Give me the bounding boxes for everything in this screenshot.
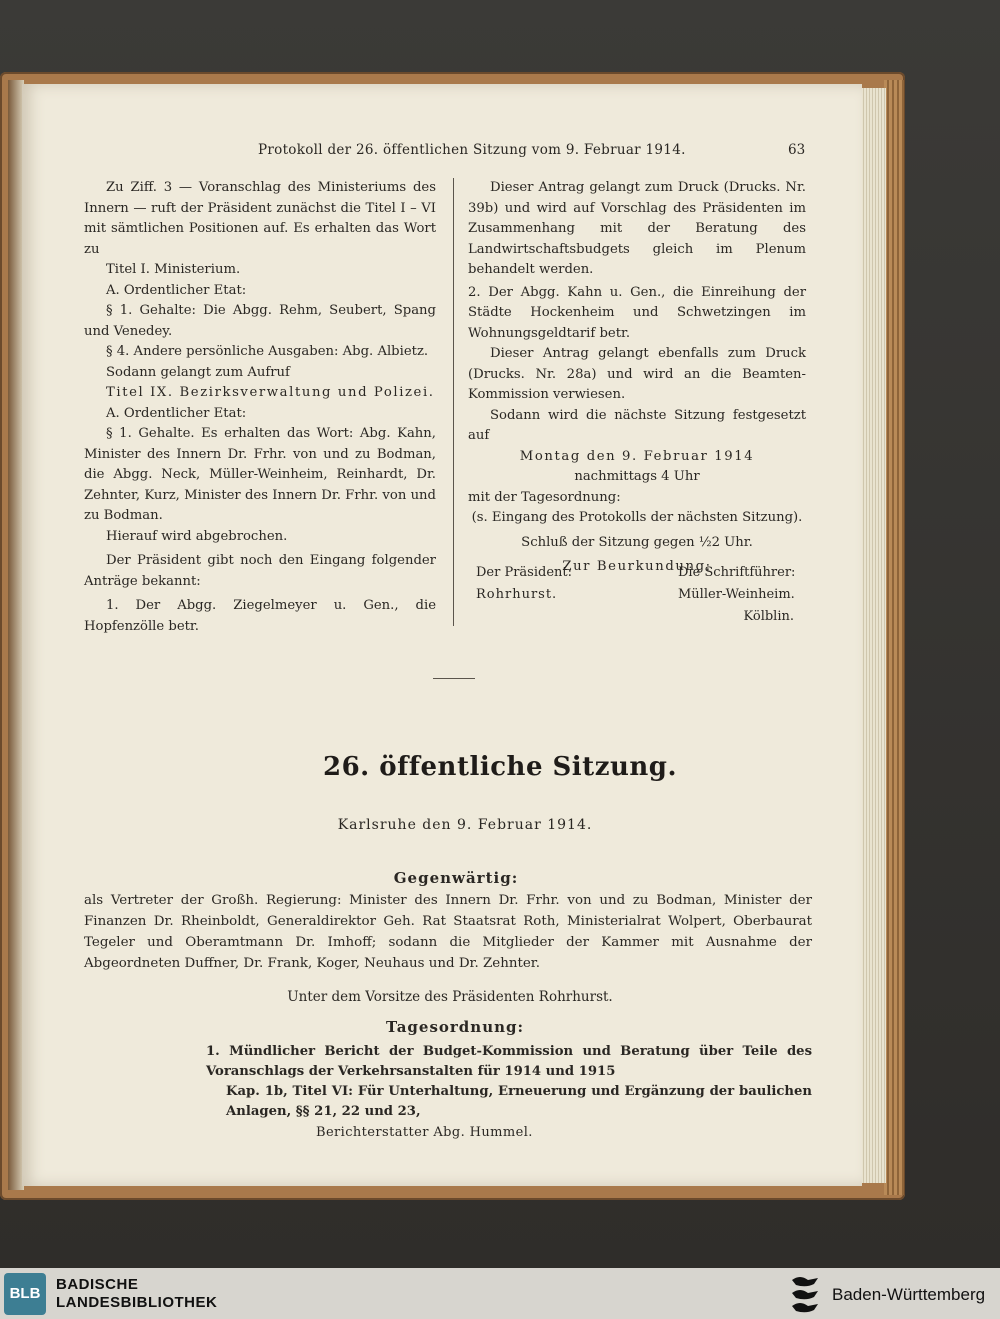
page-number: 63 xyxy=(788,142,806,158)
paragraph: § 4. Andere persönliche Ausgaben: Abg. Albietz. xyxy=(106,344,429,359)
agenda-detail: Kap. 1b, Titel VI: Für Unterhaltung, Erneuerung und Ergänzung der baulichen Anlagen, §§ 21, 22 und 23, xyxy=(226,1084,812,1119)
secretaries-signature xyxy=(678,563,794,627)
paragraph: Dieser Antrag gelangt ebenfalls zum Druck (Drucks. Nr. 28a) und wird an die Beamten-Kommission verwiesen. xyxy=(468,346,806,402)
paragraph: Sodann wird die nächste Sitzung festgesetzt auf xyxy=(468,407,806,443)
agenda xyxy=(206,1042,812,1082)
paragraph: Titel I. Ministerium. xyxy=(106,262,241,277)
time-line: nachmittags 4 Uhr xyxy=(574,469,700,484)
paragraph: 2. Der Abgg. Kahn u. Gen., die Einreihung der Städte Hockenheim und Schwetzingen im Wohnungsgeldtarif betr. xyxy=(468,284,806,341)
paragraph: Der Präsident gibt noch den Eingang folgender Anträge bekannt: xyxy=(84,553,436,589)
president-label: Der Präsident: xyxy=(476,565,572,580)
library-name-line: BADISCHE xyxy=(56,1276,139,1293)
column-divider xyxy=(453,178,454,626)
paragraph: Hierauf wird abgebrochen. xyxy=(106,528,288,544)
blb-logo[interactable]: BLB xyxy=(4,1273,46,1315)
agenda-heading: Tagesordnung: xyxy=(385,1018,525,1036)
secretary-name: Kölblin. xyxy=(743,609,794,624)
paragraph: 1. Der Abgg. Ziegelmeyer u. Gen., die Hopfenzölle betr. xyxy=(84,598,436,634)
paragraph: Dieser Antrag gelangt zum Druck (Drucks. Nr. 39b) und wird auf Vorschlag des Präsidenten im Zusammenhang mit der Beratung des Landwirtschaftsbudgets gleich im Plenum behandelt werden. xyxy=(468,180,806,277)
paragraph: Schluß der Sitzung gegen ½2 Uhr. xyxy=(521,534,753,550)
president-name: Rohrhurst. xyxy=(476,587,558,602)
paragraph: § 1. Gehalte. Es erhalten das Wort: Abg. Kahn, Minister des Innern Dr. Frhr. von und zu Bodman, die Abgg. Neck, Müller-Weinheim, Reinhardt, Dr. Zehnter, Kurz, Minister des Innern Dr. Frhr. von und zu Bodman. xyxy=(84,426,436,523)
left-column xyxy=(84,178,436,637)
running-title: Protokoll der 26. öffentlichen Sitzung vom 9. Februar 1914. xyxy=(258,142,686,158)
agenda-item: 1. Mündlicher Bericht der Budget-Kommission und Beratung über Teile des Voranschlags der Verkehrsanstalten für 1914 und 1915 xyxy=(206,1044,812,1079)
paragraph: A. Ordentlicher Etat: xyxy=(106,282,247,298)
paragraph: Sodann gelangt zum Aufruf xyxy=(106,364,290,380)
present-heading: Gegenwärtig: xyxy=(393,869,519,887)
date-line: Montag den 9. Februar 1914 xyxy=(519,448,755,464)
secretaries-label: Die Schriftführer: xyxy=(678,565,796,580)
paragraph: Zur Beurkundung: xyxy=(562,559,712,574)
right-column xyxy=(468,178,806,578)
paragraph: § 1. Gehalte: Die Abgg. Rehm, Seubert, Spang und Venedey. xyxy=(84,303,436,339)
present-list xyxy=(84,890,812,974)
secretary-name: Müller-Weinheim. xyxy=(678,587,795,602)
paragraph: Titel IX. Bezirksverwaltung und Polizei. xyxy=(106,385,435,400)
paragraph: A. Ordentlicher Etat: xyxy=(106,405,247,421)
chair-line: Unter dem Vorsitze des Präsidenten Rohrhurst. xyxy=(287,989,613,1005)
session-heading: 26. öffentliche Sitzung. xyxy=(323,752,677,782)
present-text: als Vertreter der Großh. Regierung: Minister des Innern Dr. Frhr. von und zu Bodman, Minister der Finanzen Dr. Rheinboldt, Generaldirektor Geh. Rat Staatsrat Roth, Ministerialrat Wolpert, Oberbaurat Tegeler und Oberamtmann Dr. Imhoff; sodann die Mitglieder der Kammer mit Ausnahme der Abgeordneten Duffner, Dr. Frank, Koger, Neuhaus und Dr. Zehnter. xyxy=(84,893,812,971)
agenda-detail-block xyxy=(226,1082,812,1122)
library-name-line: LANDESBIBLIOTHEK xyxy=(56,1294,218,1311)
library-name[interactable] xyxy=(56,1276,217,1312)
state-name[interactable]: Baden-Württemberg xyxy=(832,1285,986,1304)
paragraph: mit der Tagesordnung: xyxy=(468,489,621,505)
state-lions-icon xyxy=(790,1274,822,1314)
paragraph: Zu Ziff. 3 — Voranschlag des Ministeriums des Innern — ruft der Präsident zunächst die Titel I – VI mit sämtlichen Positionen auf. Es erhalten das Wort zu xyxy=(84,180,436,257)
paragraph: (s. Eingang des Protokolls der nächsten Sitzung). xyxy=(471,510,803,525)
president-signature xyxy=(476,563,572,605)
section-rule xyxy=(433,678,475,679)
rapporteur: Berichterstatter Abg. Hummel. xyxy=(316,1125,533,1140)
place-date: Karlsruhe den 9. Februar 1914. xyxy=(337,817,593,833)
